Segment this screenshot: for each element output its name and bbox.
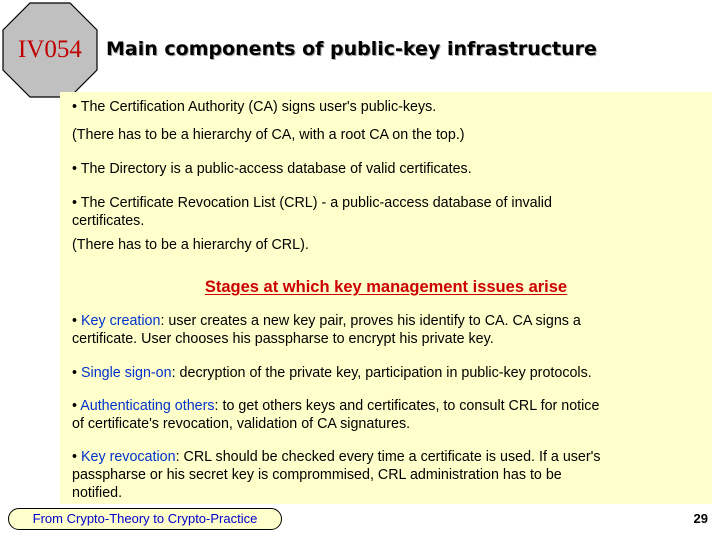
text-line: passpharse or his secret key is comprommised, CRL administration has to be <box>72 467 562 483</box>
course-code: IV054 <box>18 36 82 63</box>
text-line: • The Certificate Revocation List (CRL) - a public-access database of invalid <box>72 195 552 211</box>
content-panel <box>60 92 712 504</box>
page-number: 29 <box>693 511 708 526</box>
section-subheading: Stages at which key management issues arise <box>204 278 568 296</box>
list-item <box>72 448 708 466</box>
stage-text: : to get others keys and certificates, to consult CRL for notice <box>214 398 600 414</box>
text-line: certificate. User chooses his passpharse to encrypt his private key. <box>72 331 494 347</box>
list-item <box>72 312 708 330</box>
text-line: (There has to be a hierarchy of CA, with a root CA on the top.) <box>72 127 465 143</box>
text-line: (There has to be a hierarchy of CRL). <box>72 237 309 253</box>
list-item <box>72 397 708 415</box>
slide-title: Main components of public-key infrastructure <box>106 38 597 60</box>
bullet: • <box>72 365 81 381</box>
text-line: notified. <box>72 485 123 501</box>
stage-text: : CRL should be checked every time a certificate is used. If a user's <box>175 449 601 465</box>
course-code-badge <box>2 2 98 98</box>
footer-course-box <box>8 508 282 530</box>
text-line: • The Directory is a public-access database of valid certificates. <box>72 161 472 177</box>
stage-term: Key creation <box>80 313 161 329</box>
footer-course-title: From Crypto-Theory to Crypto-Practice <box>32 511 258 526</box>
bullet: • <box>72 313 81 329</box>
stage-term: Key revocation <box>80 449 176 465</box>
bullet: • <box>72 398 81 414</box>
stage-term: Single sign-on <box>80 365 172 381</box>
text-line: certificates. <box>72 213 145 229</box>
text-line: of certificate's revocation, validation of CA signatures. <box>72 416 411 432</box>
bullet: • <box>72 449 81 465</box>
stage-text: : user creates a new key pair, proves his identify to CA. CA signs a <box>160 313 581 329</box>
stage-term: Authenticating others <box>80 398 215 414</box>
text-line: • The Certification Authority (CA) signs user's public-keys. <box>72 99 437 115</box>
list-item <box>72 364 708 382</box>
stage-text: : decryption of the private key, participation in public-key protocols. <box>171 365 592 381</box>
